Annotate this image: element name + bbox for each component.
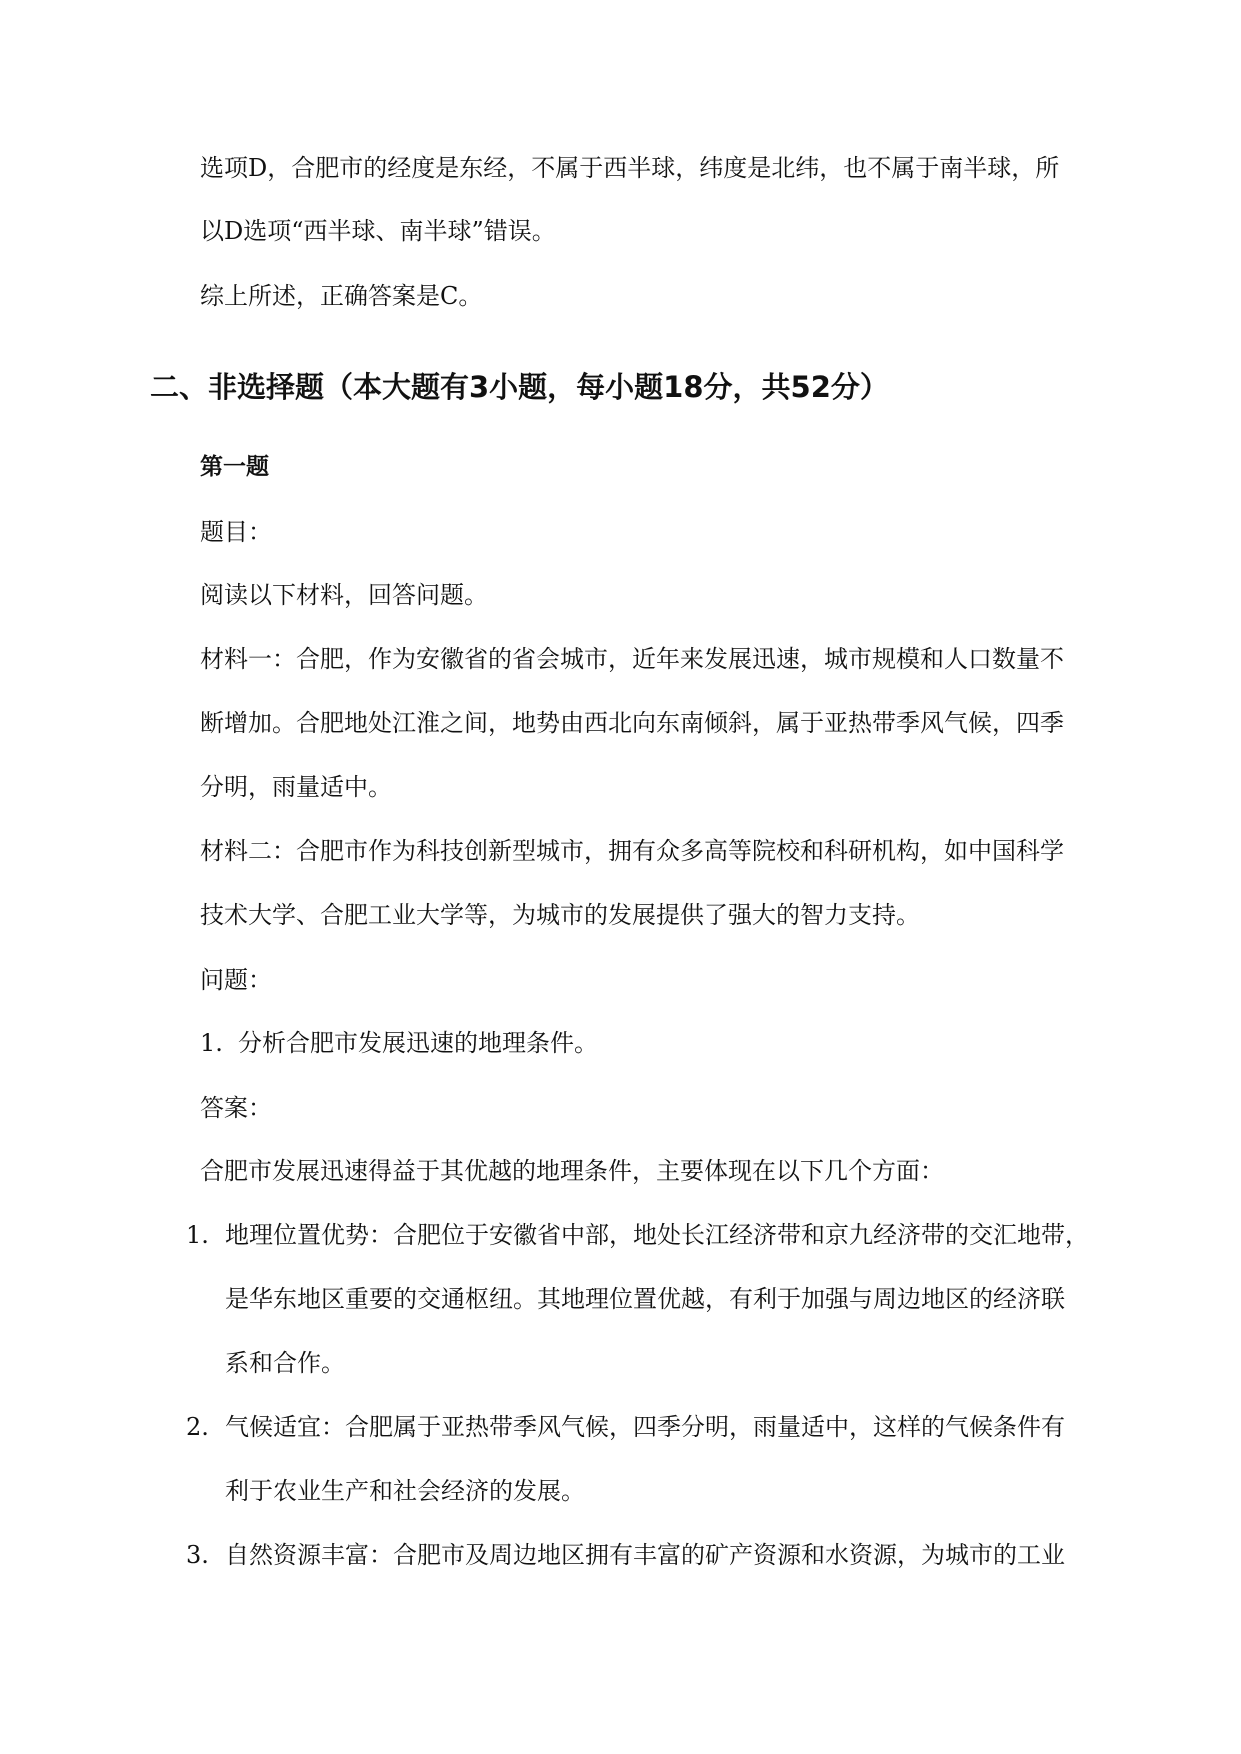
paragraph-line: 选项D，合肥市的经度是东经，不属于西半球，纬度是北纬，也不属于南半球，所 <box>200 154 1060 182</box>
answer-label: 答案： <box>200 1094 272 1122</box>
answer-point-line: 自然资源丰富：合肥市及周边地区拥有丰富的矿产资源和水资源，为城市的工业 <box>225 1541 1065 1569</box>
material-one-line: 断增加。合肥地处江淮之间，地势由西北向东南倾斜，属于亚热带季风气候，四季 <box>200 709 1064 737</box>
answer-intro: 合肥市发展迅速得益于其优越的地理条件，主要体现在以下几个方面： <box>200 1157 944 1185</box>
question-label: 题目： <box>200 518 272 546</box>
answer-point-line: 地理位置优势：合肥位于安徽省中部，地处长江经济带和京九经济带的交汇地带， <box>225 1221 1089 1249</box>
paragraph-line: 以D选项“西半球、南半球”错误。 <box>200 217 556 245</box>
answer-point-line: 是华东地区重要的交通枢纽。其地理位置优越，有利于加强与周边地区的经济联 <box>225 1285 1065 1313</box>
question-instruction: 阅读以下材料，回答问题。 <box>200 581 488 609</box>
material-one-line: 分明，雨量适中。 <box>200 773 392 801</box>
answer-point-number: 1. <box>186 1221 209 1249</box>
question-title: 第一题 <box>200 454 269 480</box>
material-two-line: 技术大学、合肥工业大学等，为城市的发展提供了强大的智力支持。 <box>200 901 920 929</box>
paragraph-line: 综上所述，正确答案是C。 <box>200 282 483 310</box>
answer-point-line: 系和合作。 <box>225 1349 345 1377</box>
answer-point-number: 3. <box>186 1541 209 1569</box>
material-two-line: 材料二：合肥市作为科技创新型城市，拥有众多高等院校和科研机构，如中国科学 <box>200 837 1064 865</box>
problem-text: 分析合肥市发展迅速的地理条件。 <box>238 1029 598 1057</box>
answer-point-line: 气候适宜：合肥属于亚热带季风气候，四季分明，雨量适中，这样的气候条件有 <box>225 1413 1065 1441</box>
answer-point-number: 2. <box>186 1413 209 1441</box>
section-heading: 二、非选择题（本大题有3小题，每小题18分，共52分） <box>150 370 889 404</box>
problem-label: 问题： <box>200 966 272 994</box>
problem-number: 1. <box>200 1029 223 1057</box>
answer-point-line: 利于农业生产和社会经济的发展。 <box>225 1477 585 1505</box>
material-one-line: 材料一：合肥，作为安徽省的省会城市，近年来发展迅速，城市规模和人口数量不 <box>200 645 1064 673</box>
